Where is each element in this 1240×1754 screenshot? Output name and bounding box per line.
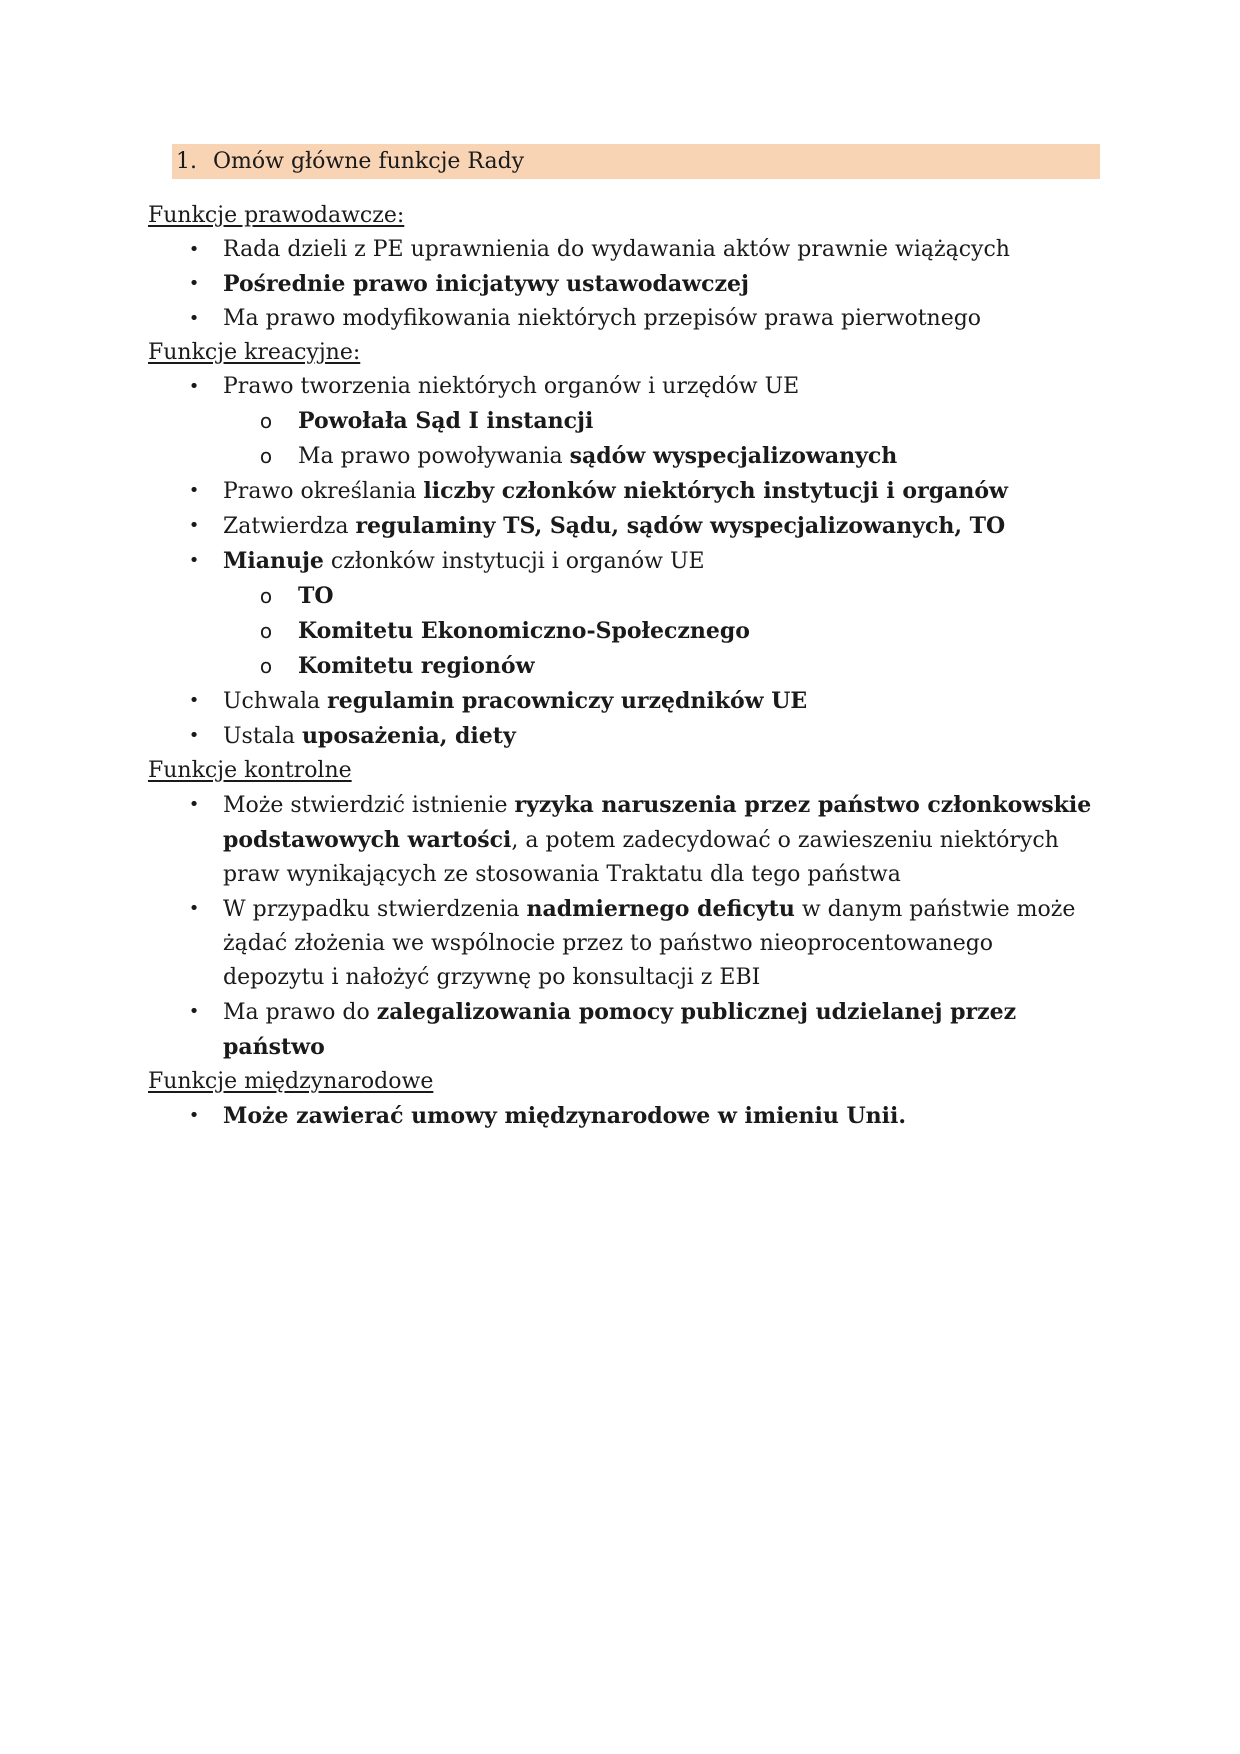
- bullet-icon: •: [188, 725, 200, 746]
- list-item: [148, 474, 1100, 509]
- list-item: [148, 509, 1100, 544]
- section-title-miedzynarodowe: Funkcje międzynarodowe: [148, 1069, 434, 1094]
- bullet-icon: •: [188, 515, 200, 536]
- list-item: [148, 544, 1100, 579]
- section-title-kontrolne: Funkcje kontrolne: [148, 758, 352, 783]
- item-text-bold: nadmiernego deficytu: [526, 896, 795, 922]
- bullet-icon: •: [188, 273, 200, 294]
- item-text-bold: liczby członków niektórych instytucji i organów: [423, 478, 1008, 504]
- document-body: [148, 144, 1100, 1134]
- item-text-bold: regulaminy TS, Sądu, sądów wyspecjalizowanych, TO: [355, 513, 1006, 539]
- bullet-icon: •: [188, 1001, 200, 1022]
- list-item: [148, 995, 1100, 1065]
- item-text-bold: Pośrednie prawo inicjatywy ustawodawczej: [223, 271, 749, 297]
- item-text-bold: zalegalizowania pomocy publicznej udzielanej przez państwo: [223, 999, 1017, 1060]
- sub-list-item: [148, 404, 1100, 439]
- bullet-icon: •: [188, 794, 200, 815]
- item-text: , a potem zadecydować o zawieszeniu niektórych praw wynikających ze stosowania Traktatu dla tego państwa: [223, 828, 1059, 887]
- sub-list-item: [148, 579, 1100, 614]
- circle-bullet-icon: o: [259, 619, 273, 643]
- sub-list-item: [148, 649, 1100, 684]
- question-heading: [172, 144, 1100, 179]
- sub-list-item: [148, 614, 1100, 649]
- item-text: Rada dzieli z PE uprawnienia do wydawania aktów prawnie wiążących: [223, 237, 1010, 262]
- list-item: [148, 233, 1100, 267]
- circle-bullet-icon: o: [259, 409, 273, 433]
- item-text: Uchwala: [223, 689, 328, 714]
- list-item: [148, 788, 1100, 892]
- item-text-bold: ryzyka naruszenia przez państwo członkowskie podstawowych wartości: [223, 792, 1092, 853]
- item-text-bold: Może zawierać umowy międzynarodowe w imieniu Unii.: [223, 1103, 907, 1129]
- list-item: [148, 267, 1100, 302]
- list-item: [148, 892, 1100, 995]
- item-text-bold: Mianuje: [223, 548, 324, 574]
- item-text-bold: Komitetu Ekonomiczno-Społecznego: [298, 618, 750, 644]
- item-text-bold: regulamin pracowniczy urzędników UE: [327, 688, 808, 714]
- item-text-bold: Komitetu regionów: [298, 653, 535, 679]
- list-item: [148, 302, 1100, 336]
- item-text: Prawo tworzenia niektórych organów i urzędów UE: [223, 374, 800, 399]
- bullet-icon: •: [188, 1105, 200, 1126]
- bullet-icon: •: [188, 480, 200, 501]
- item-text-bold: Powołała Sąd I instancji: [298, 408, 594, 434]
- item-text: Ma prawo powoływania: [298, 444, 570, 469]
- item-text: w danym państwie może żądać złożenia we wspólnocie przez to państwo nieoprocentowanego depozytu i nałożyć grzywnę po konsultacji z EBI: [223, 897, 1076, 990]
- list-item: [148, 370, 1100, 404]
- bullet-icon: •: [188, 898, 200, 919]
- bullet-icon: •: [188, 550, 200, 571]
- item-text: Może stwierdzić istnienie: [223, 793, 515, 818]
- item-text: Ustala: [223, 724, 302, 749]
- section-title-prawodawcze: Funkcje prawodawcze:: [148, 203, 405, 228]
- circle-bullet-icon: o: [259, 584, 273, 608]
- item-text: Ma prawo do: [223, 1000, 377, 1025]
- list-item: [148, 684, 1100, 719]
- list-item: [148, 719, 1100, 754]
- bullet-icon: •: [188, 308, 200, 329]
- bullet-icon: •: [188, 239, 200, 260]
- item-text-bold: sądów wyspecjalizowanych: [569, 443, 898, 469]
- item-text: członków instytucji i organów UE: [323, 549, 705, 574]
- item-text: W przypadku stwierdzenia: [223, 897, 527, 922]
- circle-bullet-icon: o: [259, 444, 273, 468]
- bullet-icon: •: [188, 376, 200, 397]
- item-text: Prawo określania: [223, 479, 424, 504]
- circle-bullet-icon: o: [259, 654, 273, 678]
- sub-list-item: [148, 439, 1100, 474]
- section-title-kreacyjne: Funkcje kreacyjne:: [148, 340, 361, 365]
- item-text: Ma prawo modyfikowania niektórych przepisów prawa pierwotnego: [223, 306, 982, 331]
- heading-text: Omów główne funkcje Rady: [213, 149, 525, 174]
- item-text-bold: TO: [298, 583, 334, 609]
- heading-number: 1.: [176, 149, 197, 174]
- bullet-icon: •: [188, 690, 200, 711]
- item-text-bold: uposażenia, diety: [301, 723, 516, 749]
- list-item: [148, 1099, 1100, 1134]
- item-text: Zatwierdza: [223, 514, 356, 539]
